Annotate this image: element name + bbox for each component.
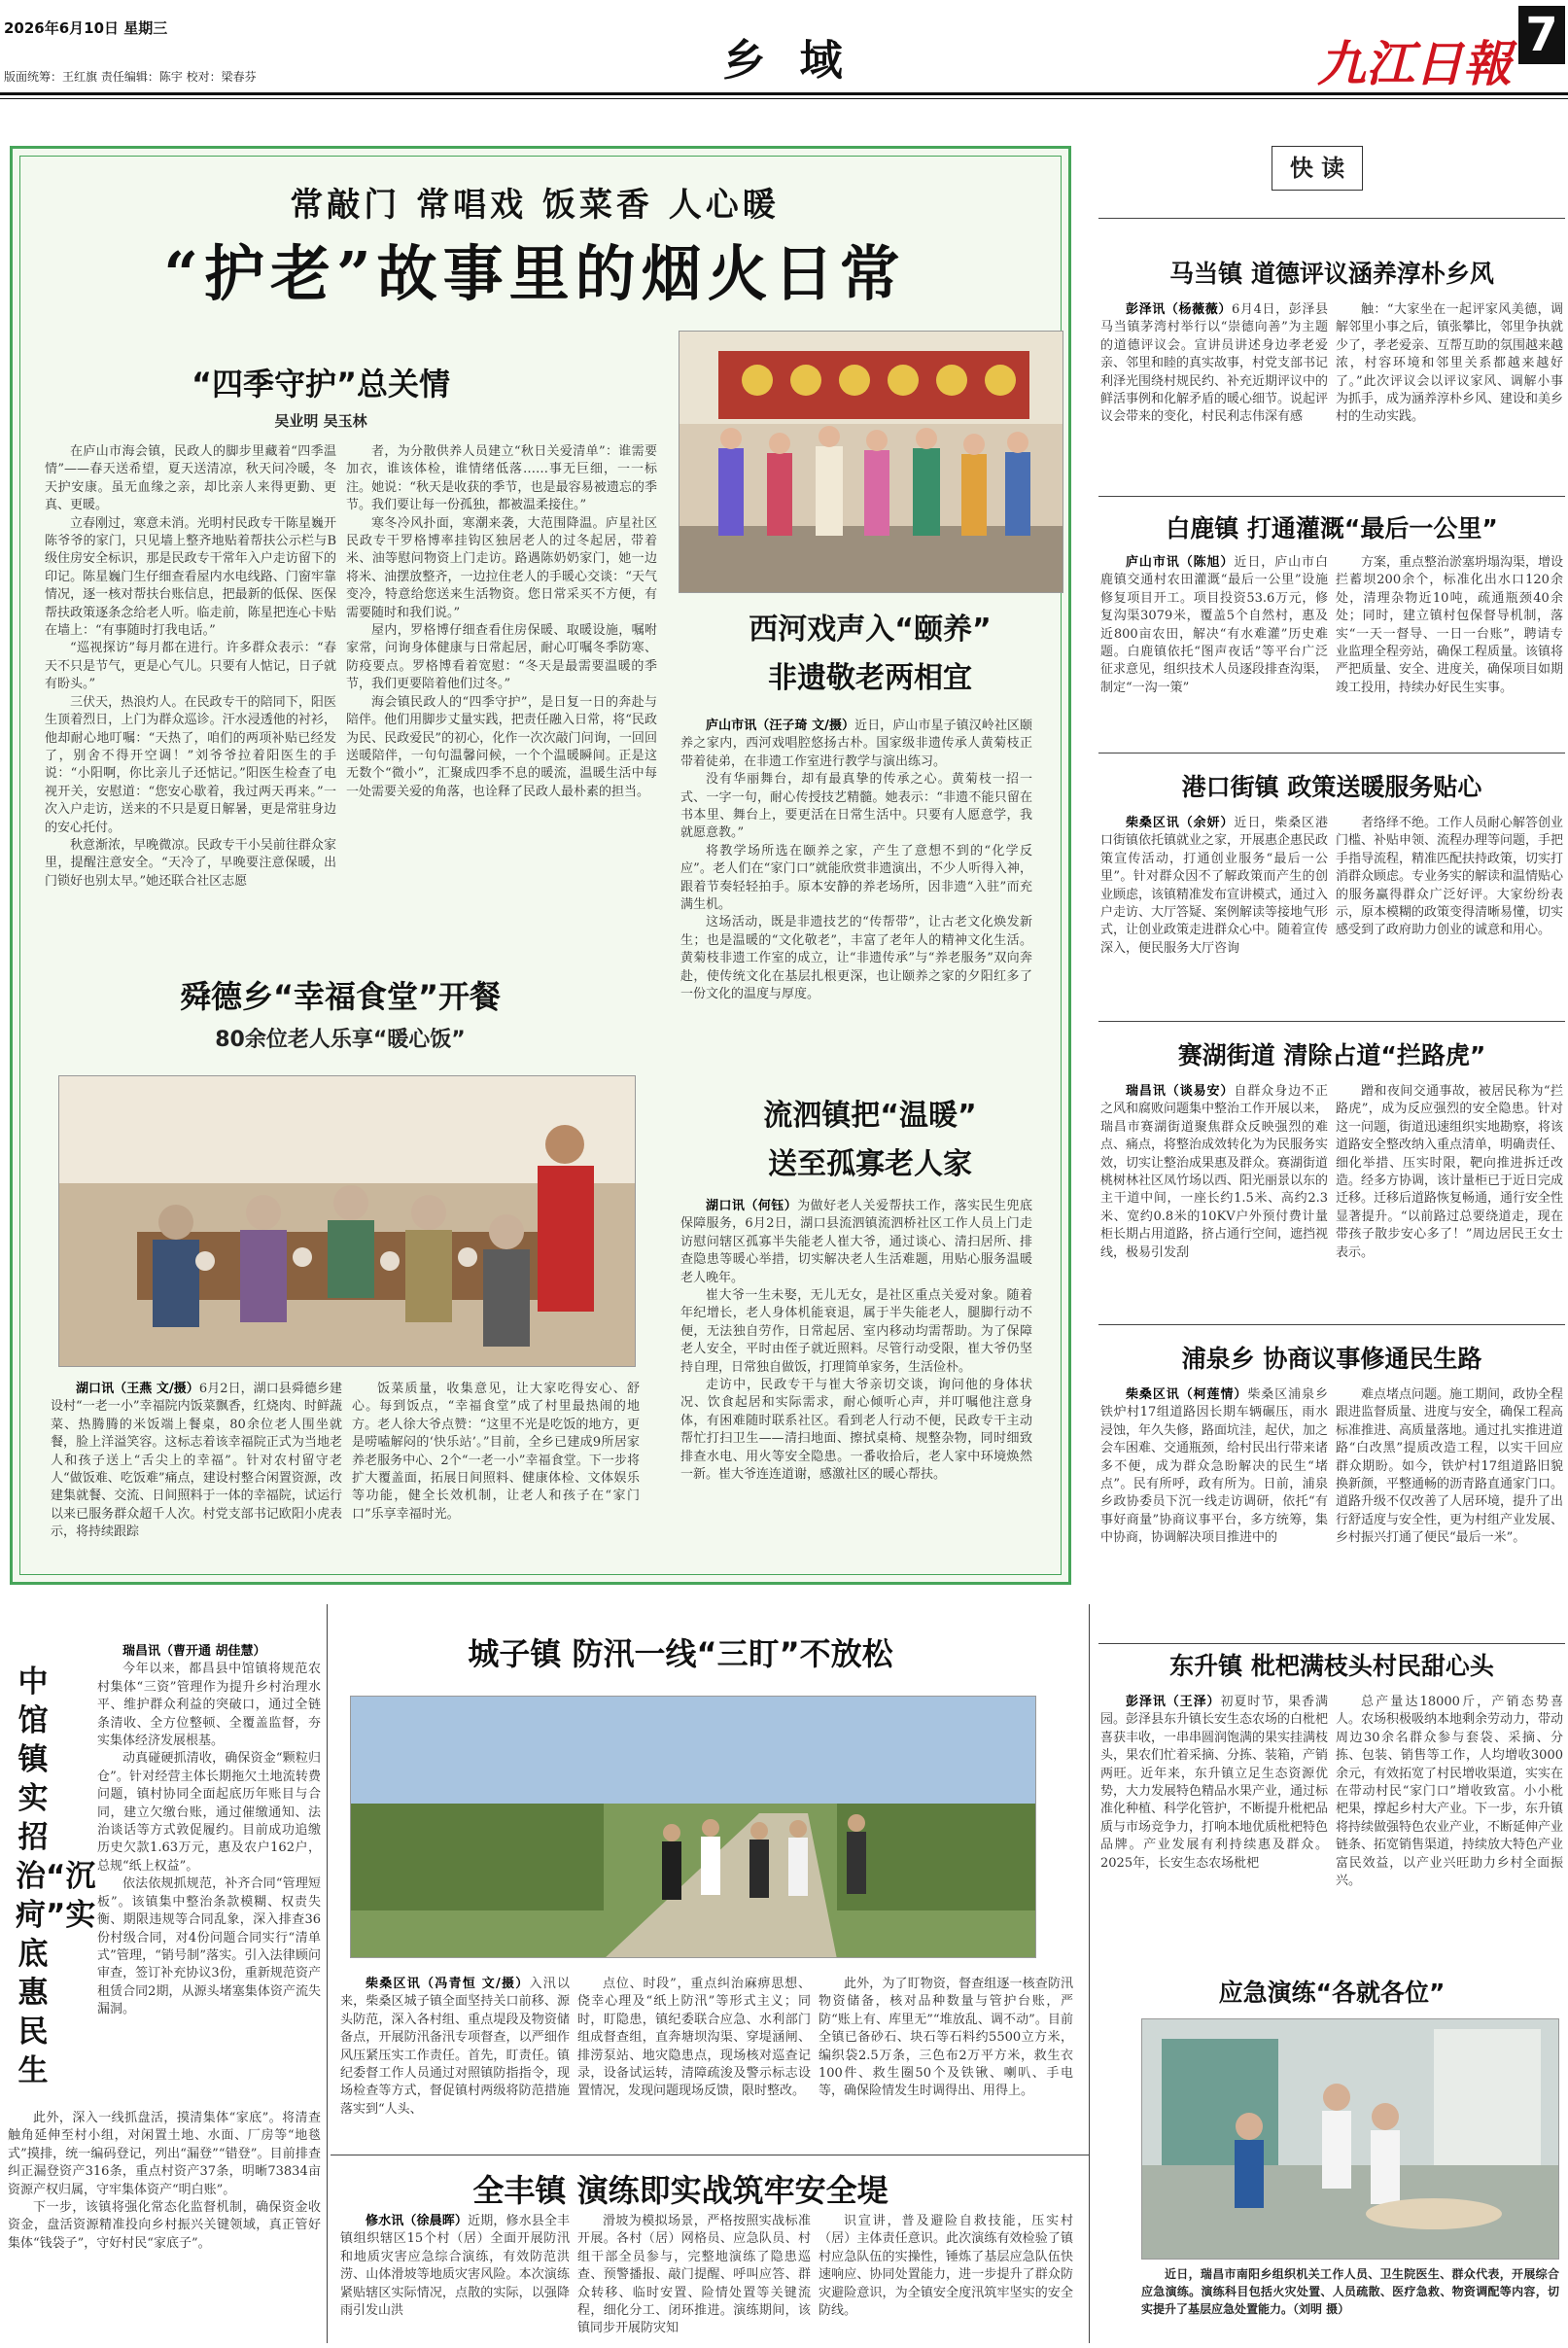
a1-column-1 <box>45 443 336 959</box>
a1-paragraph: 寒冬冷风扑面，寒潮来袭，大范围降温。庐星社区民政专干罗格博率挂钩区独居老人的过冬起居，带着米、油等慰问物资上门走访。路遇陈奶奶家门，她一边将米、油摆放整齐，一边拉住老人的手暖心交谈：“天气变冷，特意给您送来生活物资。您日常采买不方便，有需要随时和我们说。” <box>346 515 657 620</box>
a3-title-line1: 西河戏声入“颐养” <box>749 613 992 647</box>
a3-lead: 庐山市讯（汪子琦 文/摄） <box>706 718 855 733</box>
left-vertical-paragraph: 依法依规抓规范，补齐合同“管理短板”。该镇集中整治条款模糊、权责失衡、期限违规等合同乱象，深入排查36份村级合同，对4份问题合同实行“清单式”管理，“销号制”落实。引入法律顾问审查，签订补充协议3份，重新规范资产租赁合同2期，从源头堵塞集体资产流失漏洞。 <box>97 1876 321 2017</box>
a2-column-1 <box>51 1381 342 1575</box>
right-column-divider <box>1089 1604 1090 2343</box>
left-vertical-paragraph: 今年以来，都昌县中馆镇将规范农村集体“三资”管理作为提升乡村治理水平、维护群众利益的突破口，通过全链条清收、全方位整顿、全覆盖监督，夯实集体经济发展根基。 <box>97 1662 321 1749</box>
a3-paragraph: 这场活动，既是非遗技艺的“传帮带”，让古老文化焕发新生；也是温暖的“文化敬老”，丰富了老年人的精神文化生活。黄菊枝非遗工作室的成立，让“非遗传承”与“养老服务”双向奔赴，使传统文化在基层扎根更深，也让颐养之家的夕阳红多了一份文化的温度与厚度。 <box>680 915 1032 1002</box>
left-vertical-body-top <box>97 1643 321 2110</box>
quick-1-text: 方案，重点整治淤塞坍塌沟渠，增设拦蓄坝200余个，标准化出水口120余处，清理杂物近10吨，疏通瓶颈40余处；同时，建立镇村包保督导机制，落实“一天一督导、一日一台账”，聘请专业监理全程旁站，确保工程质量。该镇将严把质量、安全、进度关，确保项目如期竣工投用，持续办好民生实事。 <box>1336 555 1563 695</box>
quick-5-col-2 <box>1336 1694 1563 1948</box>
quick-0-text: 6月4日，彭泽县马当镇茅湾村举行以“崇德向善”为主题的道德评议会。宣讲员讲述身边孝老爱亲、邻里和睦的真实故事，村党支部书记利泽光围绕村规民约、补充近期评议中的鲜活事例和化解矛盾的暖心细节。说起评议会带来的变化，村民利志伟深有感 <box>1100 302 1328 425</box>
flood-col-2 <box>577 1976 811 2176</box>
a2-lead: 湖口讯（王燕 文/摄） <box>76 1382 199 1396</box>
a1-paragraph: 屋内，罗格博仔细查看住房保暖、取暖设施，嘱咐家常，问询身体健康与日常起居，耐心叮嘱冬季防寒、防疫要点。罗格博看着宽慰：“冬天是最需要温暖的季节，我们更要陪着他们过冬。” <box>346 623 657 692</box>
left-vertical-body-bottom <box>8 2110 321 2343</box>
quick-4-title: 浦泉乡 协商议事修通民生路 <box>1181 1345 1482 1373</box>
a4-title-line2: 送至孤寡老人家 <box>768 1147 972 1181</box>
left-vertical-title <box>16 1663 96 2090</box>
quick-4-lead: 柴桑区讯（柯莲情） <box>1126 1387 1248 1402</box>
a3-body <box>680 718 1032 1068</box>
page-number-badge <box>1518 6 1565 64</box>
quick-read-rule <box>1098 218 1565 219</box>
quick-0-title: 马当镇 道德评议涵养淳朴乡风 <box>1169 260 1494 288</box>
flood-text: 入汛以来，柴桑区城子镇全面坚持关口前移、源头防范，深入各村组、重点堤段及物资储备点，开展防汛备汛专项督查，以严细作风压紧压实工作责任。首先，盯责任。镇纪委督工作人员通过对照镇防指指令，现场检查等方式，督促镇村两级将防范措施落实到“人头、 <box>340 1977 570 2117</box>
quick-divider <box>1098 1324 1565 1325</box>
flood-text: 点位、时段”，重点纠治麻痹思想、侥幸心理及“纸上防汛”等形式主义；同时，盯隐患，镇纪委联合应急、水利部门组成督查组，直奔塘坝沟渠、穿堤涵闸、排涝泵站、地灾隐患点，现场核对巡查记录，设备试运转，清障疏浚及警示标志设置情况，发现问题现场反馈，限时整改。 <box>577 1977 811 2099</box>
dining-photo <box>58 1075 636 1367</box>
masthead-rule <box>0 92 1568 95</box>
quick-divider <box>1098 1643 1565 1644</box>
quick-0-text: 触：“大家坐在一起评家风美德，调解邻里小事之后，镇张攀比，邻里争执就少了，孝老爱亲、互帮互助的氛围越来越浓，村容环境和邻里关系都越来越好了。”此次评议会以评议家风、调解小事为抓手，成为涵养淳朴乡风、建设和美乡村的生动实践。 <box>1336 302 1563 425</box>
quick-0-lead: 彭泽讯（杨薇薇） <box>1126 302 1233 317</box>
quick-1-title: 白鹿镇 打通灌溉“最后一公里” <box>1166 514 1498 543</box>
quick-read-label-box <box>1272 146 1363 191</box>
left-vertical-title-text: 中馆镇实招治“沉疴”实底惠民生 <box>16 1665 96 2088</box>
flood-lead: 柴桑区讯（冯青恒 文/摄） <box>366 1977 530 1991</box>
paper-logo: 九江日報 <box>1317 35 1512 92</box>
left-vertical-divider <box>327 1604 328 2343</box>
quick-2-lead: 柴桑区讯（余妍） <box>1126 816 1235 830</box>
quick-4-text: 难点堵点问题。施工期间，政协全程跟进监督质量、进度与安全，确保工程高标准推进、高质量落地。通过扎实推进道路“白改黑”提质改造工程，以实干回应群众期盼。如今，铁炉村17组道路旧貌换新颜，平整通畅的沥青路直通家门口。道路升级不仅改善了人居环境，提升了出行舒适度与安全性，更为村组产业发展、乡村振兴打通了便民“最后一米”。 <box>1336 1387 1563 1546</box>
a2-paragraph: 饭菜质量，收集意见，让大家吃得安心、舒心。每到饭点，“幸福食堂”成了村里最热闹的地方。老人徐大爷点赞：“这里不光是吃饭的地方，更是唠嗑解闷的‘快乐站’。”目前，全乡已建成9所居家养老服务中心、2个“一老一小”幸福食堂。下一步将扩大覆盖面，拓展日间照料、健康体检、文体娱乐等功能，健全长效机制，让老人和孩子在“家门口”乐享幸福时光。 <box>352 1382 640 1522</box>
feature-headline: “护老”故事里的烟火日常 <box>163 238 906 309</box>
a2-column-2 <box>352 1381 640 1575</box>
a3-paragraph: 将教学场所选在颐养之家，产生了意想不到的“化学反应”。老人们在“家门口”就能欣赏非遗演出，不少人听得入神，跟着节奏轻轻拍手。原本安静的养老场所，因非遗“入驻”而充满生机。 <box>680 843 1032 913</box>
quick-0-col-1 <box>1100 301 1328 501</box>
quick-3-text: 蹭和夜间交通事故，被居民称为“拦路虎”，成为反应强烈的安全隐患。针对这一问题，街道迅速组织实地勘察，将该道路安全整改纳入重点清单，明确责任、细化举措、压实时限，靶向推进拆迁改造。经多方协调，该计量柜已于近日完成迁移。迁移后道路恢复畅通，通行安全性显著提升。“以前路过总要绕道走，现在带孩子散步安心多了！”周边居民王女士表示。 <box>1336 1084 1563 1260</box>
a1-paragraph: 海会镇民政人的“四季守护”，是日复一日的奔赴与陪伴。他们用脚步丈量实践，把责任融入日常，将“民政为民、民政爱民”的初心，化作一次次敲门问询，一回回送暖陪伴，一句句温馨问候，一个个温暖瞬间。正是这无数个“微小”，汇聚成四季不息的暖流，温暖生活中每一处需要关爱的角落，也诠释了民政人最朴素的担当。 <box>346 694 657 799</box>
left-vertical-lead: 瑞昌讯（曹开通 胡佳慧） <box>122 1644 266 1659</box>
quick-0-col-2 <box>1336 301 1563 501</box>
quick-1-col-1 <box>1100 554 1328 749</box>
quick-6-caption <box>1141 2265 1559 2343</box>
quick-3-col-2 <box>1336 1083 1563 1316</box>
safety-col-1 <box>340 2213 570 2343</box>
a4-title-line1: 流泗镇把“温暖” <box>763 1099 977 1133</box>
a4-body <box>680 1198 1032 1572</box>
quick-3-col-1 <box>1100 1083 1328 1316</box>
a4-paragraph: 为做好老人关爱帮扶工作，落实民生兜底保障服务，6月2日，湖口县流泗镇流泗桥社区工作人员上门走访慰问辖区孤寡半失能老人崔大爷，通过谈心、清扫居所、排查隐患等暖心举措，切实解决老人生活难题，用贴心服务温暖老人晚年。 <box>680 1199 1032 1285</box>
quick-2-col-2 <box>1336 815 1563 1019</box>
a1-paragraph: 在庐山市海会镇，民政人的脚步里藏着“四季温情”——春天送希望，夏天送清凉，秋天问冷暖，冬天护安康。虽无血缘之亲，却比亲人来得更勤、更真、更暖。 <box>45 444 336 513</box>
flood-text: 此外，为了盯物资，督查组逐一核查防汛物资储备，核对品种数量与管护台账，严防“账上有、库里无”“堆放乱、调不动”。目前全镇已备砂石、块石等石料约5500立方米，编织袋2.5万条，三色布2万平方米，救生衣100件、救生圈50个及铁锹、喇叭、手电等，确保险情发生时调得出、用得上。 <box>819 1977 1073 2099</box>
quick-2-text: 近日，柴桑区港口街镇依托镇就业之家，开展惠企惠民政策宣传活动，打通创业服务“最后一公里”。针对群众因不了解政策而产生的创业顾虑，该镇精准发布宣讲模式，通过入户走访、大厅答疑、案例解读等接地气形式，让创业政策走进群众心中。随着宣传深入，便民服务大厅咨询 <box>1100 816 1328 956</box>
a3-title-line2: 非遗敬老两相宜 <box>768 661 972 695</box>
quick-5-text: 初夏时节，果香满园。彭泽县东升镇长安生态农场的白枇杷喜获丰收，一串串圆润饱满的果实挂满枝头，果农们忙着采摘、分拣、装箱，产销两旺。近年来，东升镇立足生态资源优势，大力发展特色精品水果产业，通过标准化种植、科学化管护，不断提升枇杷品质与市场竞争力，打响本地优质枇杷特色品牌。产业发展有利持续惠及群众。2025年，长安生态农场枇杷 <box>1100 1695 1328 1871</box>
a4-paragraph: 崔大爷一生未娶，无儿无女，是社区重点关爱对象。随着年纪增长，老人身体机能衰退，属于半失能老人，腿脚行动不便，无法独自劳作，日常起居、室内移动均需帮助。为了保障老人安全，平时由侄子就近照料。尽管行动受限，崔大爷仍坚持自理，日常独自做饭，打理简单家务，生活俭朴。 <box>680 1288 1032 1375</box>
quick-3-text: 自群众身边不正之风和腐败问题集中整治工作开展以来，瑞昌市赛湖街道聚焦群众反映强烈的难点、痛点，将整治成效转化为为民服务实效，切实让整治成果惠及群众。赛湖街道桃树林社区凤竹场以西、阳光丽景以东的主干道中间，一座长约1.5米、高约2.3米、宽约0.8米的10KV户外预付费计量柜长期占用道路，挤占通行空间，遮挡视线，极易引发刮 <box>1100 1084 1328 1260</box>
left-vertical-paragraph: 下一步，该镇将强化常态化监督机制，确保资金收资金，盘活资源精准投向乡村振兴关键领域，真正管好集体“钱袋子”，守好村民“家底子”。 <box>8 2200 321 2251</box>
flood-photo <box>350 1696 1036 1958</box>
quick-5-text: 总产量达18000斤，产销态势喜人。农场积极吸纳本地剩余劳动力，带动周边30余名群众参与套袋、采摘、分拣、包装、销售等工作，人均增收3000余元，有效拓宽了村民增收渠道，实实在在带动村民“家门口”增收致富。小小枇杷果，撑起乡村大产业。下一步，东升镇将持续做强特色农业产业，不断延伸产业链条、拓宽销售渠道，持续放大特色产业富民效益，以产业兴旺助力乡村全面振兴。 <box>1336 1695 1563 1889</box>
a2-subtitle: 80余位老人乐享“暖心饭” <box>215 1028 466 1052</box>
a2-paragraph: 6月2日，湖口县舜德乡建设村“一老一小”幸福院内饭菜飘香，红烧肉、时鲜蔬菜、热腾腾的米饭端上餐桌，80余位老人围坐就餐，脸上洋溢笑容。这标志着该幸福院正式为当地老人和孩子送上“舌尖上的幸福”。针对农村留守老人“做饭难、吃饭难”痛点，建设村整合闲置资源，改建集就餐、交流、日间照料于一体的幸福院，试运行以来已服务群众超千人次。村党支部书记欧阳小虎表示，将持续跟踪 <box>51 1382 342 1540</box>
quick-3-title: 赛湖街道 清除占道“拦路虎” <box>1177 1041 1486 1069</box>
a1-column-2 <box>346 443 657 959</box>
a1-paragraph: 者，为分散供养人员建立“秋日关爱清单”：谁需要加衣，谁该体检，谁情绪低落……事无巨细，一一标注。她说：“秋天是收获的季节，也是最容易被遗忘的季节。我们要让每一份孤独，都被温柔接住。” <box>346 444 657 513</box>
safety-title: 全丰镇 演练即实战筑牢安全堤 <box>472 2172 889 2209</box>
safety-text: 滑坡为模拟场景，严格按照实战标准开展。各村（居）网格员、应急队员、村组干部全员参与，完整地演练了隐患巡查、预警播报、敲门提醒、呼叫应答、群众转移、临时安置、险情处置等关键流程，细化分工、闭环推进。演练期间，该镇同步开展防灾知 <box>577 2214 811 2336</box>
quick-6-title: 应急演练“各就各位” <box>1218 1979 1446 2007</box>
quick-1-lead: 庐山市讯（陈旭） <box>1126 555 1235 570</box>
flood-col-3 <box>819 1976 1073 2176</box>
a1-paragraph: 秋意渐浓，早晚微凉。民政专干小吴前往群众家里，提醒注意安全。“天冷了，早晚要注意保暖，出门锁好也别太早。”她还联合社区志愿 <box>45 837 336 889</box>
a1-title: “四季守护”总关情 <box>191 366 451 403</box>
quick-5-col-1 <box>1100 1694 1328 1948</box>
flood-col-1 <box>340 1976 570 2176</box>
drill-photo <box>1141 2018 1559 2260</box>
quick-read-label: 快 读 <box>1289 155 1345 182</box>
a1-paragraph: 立春刚过，寒意未消。光明村民政专干陈星巍开陈爷爷的家门，只见墙上整齐地贴着帮扶公示栏与B级住房安全标识，那是民政专干常年入户走访留下的印记。陈星巍门生仔细查看屋内水电线路、门窗牢靠情况，逐一核对帮扶台账信息，把最新的低保、医保帮扶政策逐条念给老人听。临走前，陈星把连心卡贴在墙上：“有事随时打我电话。” <box>45 515 336 639</box>
masthead-rule-thin <box>0 98 1568 99</box>
page-number: 7 <box>1525 8 1558 62</box>
safety-text: 近期，修水县全丰镇组织辖区15个村（居）全面开展防汛和地质灾害应急综合演练，有效防范洪涝、山体滑坡等地质灾害风险。本次演练紧贴辖区实际情况，点散的实际，以强降雨引发山洪 <box>340 2214 570 2319</box>
left-vertical-paragraph: 动真碰硬抓清收，确保资金“颗粒归仓”。针对经营主体长期拖欠土地流转费问题，镇村协同全面起底历年账目与合同，建立欠缴台账，通过催缴通知、法治谈话等方式敦促履约。目前成功追缴历史欠款1.63万元，惠及农户162户，总规“纸上权益”。 <box>97 1751 321 1874</box>
drill-caption: 近日，瑞昌市南阳乡组织机关工作人员、卫生院医生、群众代表，开展综合应急演练。演练科目包括火灾处置、人员疏散、医疗急救、物资调配等内容，切实提升了基层应急处置能力。（刘明 摄） <box>1141 2267 1559 2316</box>
section-name: 乡 域 <box>722 36 853 86</box>
safety-lead: 修水讯（徐晨晖） <box>366 2214 469 2228</box>
a1-paragraph: 三伏天，热浪灼人。在民政专干的陪同下，阳医生顶着烈日，上门为群众巡诊。汗水浸透他的衬衫，他却耐心地叮嘱：“天热了，咱们的两项补贴已经发了，别舍不得开空调！”刘爷爷拉着阳医生的手说：“小阳啊，你比亲儿子还惦记。”阳医生检查了电视开关，安慰道：“您安心歇着，我过两天再来。”一次入户走访，送来的不只是夏日解暑，更是常驻身边的安心托付。 <box>45 694 336 835</box>
a4-lead: 湖口讯（何钰） <box>706 1199 798 1213</box>
a1-paragraph: “巡视探访”每月都在进行。许多群众表示：“春天不只是节气，更是心气儿。只要有人惦记，日子就有盼头。” <box>45 641 336 692</box>
left-vertical-paragraph: 此外，深入一线抓盘活，摸清集体“家底”。将清查触角延伸至村小组，对闲置土地、水面、厂房等“地毯式”摸排，统一编码登记，列出“漏登”“错登”。目前排查纠正漏登资产316条，重点村资产37条，明晰73834亩资源产权归属，守牢集体资产“明白账”。 <box>8 2111 321 2197</box>
masthead <box>0 0 1568 103</box>
a1-author: 吴业明 吴玉林 <box>274 412 367 430</box>
quick-3-lead: 瑞昌讯（谈易安） <box>1126 1084 1235 1099</box>
feature-kicker: 常敲门 常唱戏 饭菜香 人心暖 <box>290 186 780 225</box>
safety-col-2 <box>577 2213 811 2343</box>
a3-paragraph: 没有华丽舞台，却有最真挚的传承之心。黄菊枝一招一式、一字一句，耐心传授技艺精髓。她表示：“非遗不能只留在书本里、舞台上，要更活在日常生活中。只要有人愿意学，我就愿意教。” <box>680 772 1032 841</box>
a3-paragraph: 近日，庐山市星子镇汉岭社区颐养之家内，西河戏唱腔悠扬古朴。国家级非遗传承人黄菊枝正带着徒弟，在非遗工作室进行教学与演出练习。 <box>680 718 1032 769</box>
quick-5-lead: 彭泽讯（王泽） <box>1126 1695 1221 1709</box>
quick-2-col-1 <box>1100 815 1328 1019</box>
quick-4-col-1 <box>1100 1386 1328 1651</box>
quick-2-title: 港口街镇 政策送暖服务贴心 <box>1181 773 1482 801</box>
quick-1-text: 近日，庐山市白鹿镇交通村农田灌溉“最后一公里”设施修复项目开工。项目投资53.6万元，修复沟渠3079米，覆盖5个自然村，惠及近800亩农田，解决“有水难灌”历史难题。白鹿镇依托“图声夜话”等平台广泛征求意见，组织技术人员逐段排查沟渠，制定“一沟一策” <box>1100 555 1328 695</box>
quick-divider <box>1098 1021 1565 1022</box>
issue-date: 2026年6月10日 星期三 <box>4 19 168 37</box>
quick-2-text: 者络绎不绝。工作人员耐心解答创业门槛、补贴申领、流程办理等问题，手把手指导流程，精准匹配扶持政策，切实打消群众顾虑。专业务实的解读和温情贴心的服务赢得群众广泛好评。大家纷纷表示，原本模糊的政策变得清晰易懂，切实感受到了政府助力创业的诚意和用心。 <box>1336 816 1563 938</box>
a4-paragraph: 走访中，民政专干与崔大爷亲切交谈，询问他的身体状况、饮食起居和实际需求，耐心倾听心声，并叮嘱他注意身体，有困难随时联系社区。看到老人行动不便，民政专干主动帮忙打扫卫生——清扫地面、擦拭桌椅、规整杂物，同时细致排查水电、用火等安全隐患。一番收拾后，老人家中环境焕然一新。崔大爷连连道谢，感激社区的暖心帮扶。 <box>680 1378 1032 1483</box>
quick-divider <box>1098 496 1565 497</box>
quick-4-col-2 <box>1336 1386 1563 1651</box>
a2-title: 舜德乡“幸福食堂”开餐 <box>179 978 502 1015</box>
quick-5-title: 东升镇 枇杷满枝头村民甜心头 <box>1169 1652 1494 1680</box>
quick-4-text: 柴桑区浦泉乡铁炉村17组道路因长期车辆碾压，雨水浸蚀，年久失修，路面坑洼，起伏，加之会车困难、交通瓶颈，给村民出行带来诸多不便，成为群众急盼解决的民生“堵点”。民有所呼，政有所为。日前，浦泉乡政协委员下沉一线走访调研，依托“有事好商量”协商议事平台，多方统筹，集中协商，协调解决项目推进中的 <box>1100 1387 1328 1546</box>
staff-credits: 版面统筹：王红旗 责任编辑：陈宇 校对：梁春芬 <box>4 70 257 84</box>
flood-title: 城子镇 防汛一线“三盯”不放松 <box>468 1635 893 1672</box>
safety-text: 识宣讲，普及避险自救技能，压实村（居）主体责任意识。此次演练有效检验了镇村应急队伍的实操性，锤炼了基层应急队伍快速响应、协同处置能力，进一步提升了群众防灾避险意识，为全镇安全度汛筑牢坚实的安全防线。 <box>819 2214 1073 2319</box>
quick-1-col-2 <box>1336 554 1563 749</box>
safety-col-3 <box>819 2213 1073 2343</box>
opera-photo <box>679 331 1063 593</box>
